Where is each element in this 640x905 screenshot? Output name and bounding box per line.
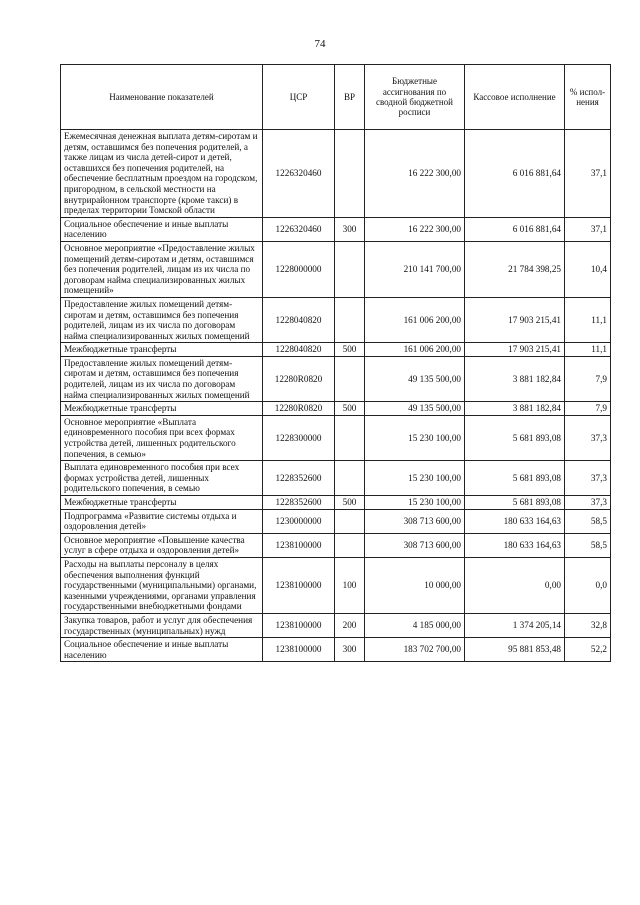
table-row bbox=[61, 496, 611, 510]
cell-percent: 37,1 bbox=[565, 217, 611, 241]
cell-budget: 161 006 200,00 bbox=[365, 297, 465, 342]
cell-budget: 16 222 300,00 bbox=[365, 217, 465, 241]
table-row bbox=[61, 402, 611, 416]
page-number: 74 bbox=[314, 38, 326, 50]
budget-execution-table bbox=[60, 64, 611, 662]
cell-vr bbox=[335, 509, 365, 533]
cell-name: Межбюджетные трансферты bbox=[61, 496, 263, 510]
cell-percent: 7,9 bbox=[565, 356, 611, 401]
cell-budget: 49 135 500,00 bbox=[365, 402, 465, 416]
cell-vr: 500 bbox=[335, 402, 365, 416]
cell-csr: 1228352600 bbox=[263, 461, 335, 496]
cell-budget: 308 713 600,00 bbox=[365, 533, 465, 557]
cell-cash: 0,00 bbox=[465, 557, 565, 613]
table-header-row bbox=[61, 65, 611, 130]
table-row bbox=[61, 241, 611, 297]
cell-name: Расходы на выплаты персоналу в целях обеспечения выполнения функций государственными (муниципальными) органами, казенными учреждениями, органами управления государственными внебюджетными фондами bbox=[61, 557, 263, 613]
cell-csr: 1226320460 bbox=[263, 130, 335, 218]
cell-csr: 1228040820 bbox=[263, 343, 335, 357]
table-row bbox=[61, 638, 611, 662]
cell-percent: 52,2 bbox=[565, 638, 611, 662]
cell-budget: 49 135 500,00 bbox=[365, 356, 465, 401]
cell-vr bbox=[335, 356, 365, 401]
cell-cash: 180 633 164,63 bbox=[465, 533, 565, 557]
cell-csr: 1238100000 bbox=[263, 638, 335, 662]
cell-name: Основное мероприятие «Повышение качества услуг в сфере отдыха и оздоровления детей» bbox=[61, 533, 263, 557]
cell-csr: 1228300000 bbox=[263, 415, 335, 460]
header-name: Наименование показателей bbox=[61, 65, 263, 130]
table-row bbox=[61, 509, 611, 533]
cell-cash: 17 903 215,41 bbox=[465, 297, 565, 342]
cell-percent: 7,9 bbox=[565, 402, 611, 416]
header-percent: % испол-нения bbox=[565, 65, 611, 130]
cell-percent: 32,8 bbox=[565, 613, 611, 637]
table-row bbox=[61, 297, 611, 342]
table-row bbox=[61, 613, 611, 637]
cell-csr: 12280R0820 bbox=[263, 356, 335, 401]
cell-budget: 4 185 000,00 bbox=[365, 613, 465, 637]
cell-name: Подпрограмма «Развитие системы отдыха и оздоровления детей» bbox=[61, 509, 263, 533]
cell-name: Выплата единовременного пособия при всех формах устройства детей, лишенных родительского попечения, в семью bbox=[61, 461, 263, 496]
header-vr: ВР bbox=[335, 65, 365, 130]
cell-name: Межбюджетные трансферты bbox=[61, 402, 263, 416]
cell-name: Социальное обеспечение и иные выплаты населению bbox=[61, 638, 263, 662]
cell-cash: 5 681 893,08 bbox=[465, 415, 565, 460]
header-csr: ЦСР bbox=[263, 65, 335, 130]
cell-name: Социальное обеспечение и иные выплаты населению bbox=[61, 217, 263, 241]
cell-cash: 5 681 893,08 bbox=[465, 461, 565, 496]
cell-vr bbox=[335, 130, 365, 218]
cell-cash: 17 903 215,41 bbox=[465, 343, 565, 357]
table-row bbox=[61, 343, 611, 357]
cell-percent: 37,3 bbox=[565, 461, 611, 496]
cell-csr: 1228000000 bbox=[263, 241, 335, 297]
cell-budget: 16 222 300,00 bbox=[365, 130, 465, 218]
table-body bbox=[61, 130, 611, 662]
cell-vr bbox=[335, 415, 365, 460]
table-row bbox=[61, 217, 611, 241]
cell-cash: 1 374 205,14 bbox=[465, 613, 565, 637]
cell-budget: 15 230 100,00 bbox=[365, 415, 465, 460]
cell-budget: 15 230 100,00 bbox=[365, 496, 465, 510]
table-row bbox=[61, 557, 611, 613]
cell-name: Предоставление жилых помещений детям-сиротам и детям, оставшимся без попечения родителей, лицам из их числа по договорам найма специализированных жилых помещений bbox=[61, 297, 263, 342]
table-row bbox=[61, 533, 611, 557]
cell-cash: 6 016 881,64 bbox=[465, 130, 565, 218]
cell-budget: 210 141 700,00 bbox=[365, 241, 465, 297]
cell-percent: 58,5 bbox=[565, 533, 611, 557]
cell-cash: 21 784 398,25 bbox=[465, 241, 565, 297]
cell-name: Межбюджетные трансферты bbox=[61, 343, 263, 357]
cell-percent: 11,1 bbox=[565, 343, 611, 357]
cell-cash: 95 881 853,48 bbox=[465, 638, 565, 662]
cell-name: Закупка товаров, работ и услуг для обеспечения государственных (муниципальных) нужд bbox=[61, 613, 263, 637]
cell-csr: 1226320460 bbox=[263, 217, 335, 241]
cell-percent: 37,3 bbox=[565, 496, 611, 510]
header-budget: Бюджетные ассигнования по сводной бюджетной росписи bbox=[365, 65, 465, 130]
cell-budget: 308 713 600,00 bbox=[365, 509, 465, 533]
cell-budget: 10 000,00 bbox=[365, 557, 465, 613]
cell-name: Ежемесячная денежная выплата детям-сиротам и детям, оставшимся без попечения родителей, а также лицам из числа детей-сирот и детей, оставшихся без попечения родителей, на обеспечение бесплатным проездом на городском, пригородном, в сельской местности на внутрирайонном транспорте (кроме такси) в пределах территории Томской области bbox=[61, 130, 263, 218]
table-row bbox=[61, 415, 611, 460]
cell-budget: 15 230 100,00 bbox=[365, 461, 465, 496]
cell-vr bbox=[335, 241, 365, 297]
cell-percent: 58,5 bbox=[565, 509, 611, 533]
cell-csr: 1238100000 bbox=[263, 557, 335, 613]
cell-cash: 3 881 182,84 bbox=[465, 402, 565, 416]
cell-csr: 1238100000 bbox=[263, 533, 335, 557]
cell-csr: 1238100000 bbox=[263, 613, 335, 637]
cell-name: Предоставление жилых помещений детям-сиротам и детям, оставшимся без попечения родителей, лицам из их числа по договорам найма специализированных жилых помещений bbox=[61, 356, 263, 401]
cell-vr: 500 bbox=[335, 343, 365, 357]
cell-vr: 200 bbox=[335, 613, 365, 637]
header-cash: Кассовое исполнение bbox=[465, 65, 565, 130]
cell-percent: 11,1 bbox=[565, 297, 611, 342]
cell-percent: 37,1 bbox=[565, 130, 611, 218]
cell-percent: 10,4 bbox=[565, 241, 611, 297]
cell-budget: 161 006 200,00 bbox=[365, 343, 465, 357]
cell-csr: 1230000000 bbox=[263, 509, 335, 533]
cell-name: Основное мероприятие «Предоставление жилых помещений детям-сиротам и детям, оставшимся без попечения родителей, лицам из их числа по договорам найма специализированных жилых помещений» bbox=[61, 241, 263, 297]
cell-cash: 180 633 164,63 bbox=[465, 509, 565, 533]
cell-cash: 5 681 893,08 bbox=[465, 496, 565, 510]
cell-vr bbox=[335, 461, 365, 496]
cell-csr: 1228040820 bbox=[263, 297, 335, 342]
cell-cash: 6 016 881,64 bbox=[465, 217, 565, 241]
cell-vr: 100 bbox=[335, 557, 365, 613]
cell-percent: 0,0 bbox=[565, 557, 611, 613]
cell-percent: 37,3 bbox=[565, 415, 611, 460]
cell-cash: 3 881 182,84 bbox=[465, 356, 565, 401]
table-row bbox=[61, 356, 611, 401]
cell-vr bbox=[335, 297, 365, 342]
cell-csr: 12280R0820 bbox=[263, 402, 335, 416]
table-row bbox=[61, 461, 611, 496]
cell-vr: 300 bbox=[335, 217, 365, 241]
cell-vr bbox=[335, 533, 365, 557]
cell-vr: 300 bbox=[335, 638, 365, 662]
cell-csr: 1228352600 bbox=[263, 496, 335, 510]
table-row bbox=[61, 130, 611, 218]
cell-vr: 500 bbox=[335, 496, 365, 510]
cell-budget: 183 702 700,00 bbox=[365, 638, 465, 662]
cell-name: Основное мероприятие «Выплата единовременного пособия при всех формах устройства детей, лишенных родительского попечения, в семью» bbox=[61, 415, 263, 460]
